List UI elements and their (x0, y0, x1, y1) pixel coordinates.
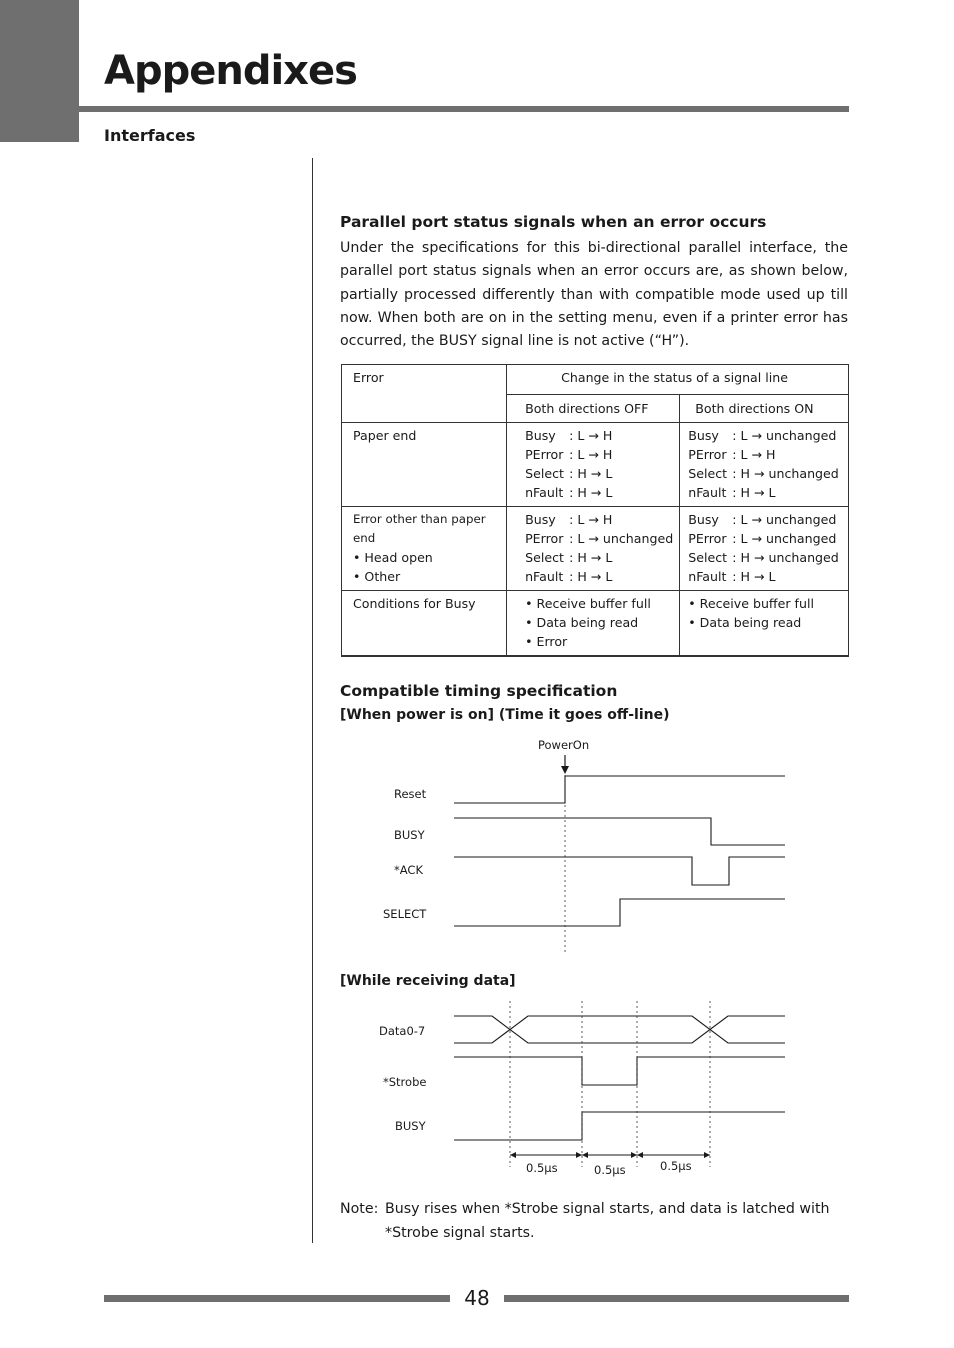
signal-name: PError (525, 447, 564, 462)
strobe-waveform (454, 1057, 785, 1085)
error-line: Paper end (353, 428, 417, 443)
signal-label: Data0-7 (379, 1024, 426, 1038)
power-on-timing-diagram (340, 735, 800, 964)
table-row (342, 423, 849, 507)
signal-name: PError (688, 531, 727, 546)
row-on (680, 423, 849, 507)
signal-line (525, 445, 673, 464)
signal-value: : L → unchanged (569, 531, 674, 546)
signal-value: : L → unchanged (732, 428, 837, 443)
busy-waveform (454, 818, 785, 845)
signal-name: Busy (688, 512, 719, 527)
signal-value: : L → H (569, 428, 613, 443)
row-error (342, 591, 507, 657)
signal-value: : L → H (732, 447, 776, 462)
signal-value: : H → L (732, 485, 776, 500)
table-row (342, 507, 849, 591)
timing-heading: Compatible timing specification (340, 682, 618, 700)
table-header-row (342, 365, 849, 395)
power-on-subheading: [When power is on] (Time it goes off-line) (340, 707, 670, 723)
signal-name: Select (688, 466, 728, 481)
signal-line (525, 464, 673, 483)
condition-item: • Error (525, 634, 568, 649)
condition-item: • Data being read (688, 615, 802, 630)
section-label: Interfaces (104, 126, 196, 145)
table-row (342, 591, 849, 657)
signal-line (688, 548, 842, 567)
power-on-timing-svg (340, 735, 800, 960)
row-off (507, 507, 680, 591)
signal-name: nFault (688, 485, 727, 500)
signal-name: PError (688, 447, 727, 462)
row-off (507, 423, 680, 507)
signal-line (688, 483, 842, 502)
receiving-timing-diagram (340, 995, 800, 1189)
signal-name: nFault (525, 569, 564, 584)
signal-value: : H → unchanged (732, 466, 839, 481)
signal-value: : L → H (569, 512, 613, 527)
select-waveform (454, 899, 785, 926)
signal-line (525, 510, 673, 529)
row-on (680, 507, 849, 591)
duration-label: 0.5μs (660, 1159, 692, 1173)
poweron-label: PowerOn (538, 738, 590, 752)
note-text: Busy rises when *Strobe signal starts, and data is latched with *Strobe signal starts. (385, 1201, 830, 1241)
error-line: • Head open (353, 550, 433, 565)
signal-value: : H → L (569, 569, 613, 584)
signal-line (525, 567, 673, 586)
note-label: Note: (340, 1201, 379, 1217)
signal-name: Select (688, 550, 728, 565)
ack-waveform (454, 857, 785, 885)
duration-label: 0.5μs (526, 1161, 558, 1175)
signal-name: PError (525, 531, 564, 546)
signal-line (688, 510, 842, 529)
status-intro: Under the specifications for this bi-directional parallel interface, the parallel port status signals when an error occurs are, as shown below, partially processed differently than with compatible mode used up till now. When both are on in the setting menu, even if a printer error has occurred, the BUSY signal line is not active (“H”). (340, 240, 848, 350)
signal-label: BUSY (395, 1119, 426, 1133)
condition-item: • Receive buffer full (688, 596, 814, 611)
signal-line (688, 567, 842, 586)
data-waveform-upper (454, 1016, 785, 1043)
receiving-timing-svg (340, 995, 800, 1185)
page-number: 48 (464, 1286, 490, 1310)
error-line: Error other than paper end (353, 512, 486, 545)
signal-name: Busy (525, 428, 556, 443)
signal-line (688, 529, 842, 548)
poweron-arrow-icon (561, 766, 569, 774)
row-error (342, 507, 507, 591)
status-heading: Parallel port status signals when an error occurs (340, 213, 767, 231)
row-off (507, 591, 680, 657)
duration-label: 0.5μs (594, 1163, 626, 1177)
signal-name: Busy (525, 512, 556, 527)
note (340, 1198, 860, 1245)
row-error (342, 423, 507, 507)
signal-label: SELECT (383, 907, 427, 921)
footer-bar-left (104, 1295, 450, 1302)
error-line: • Other (353, 569, 401, 584)
signal-line (688, 464, 842, 483)
condition-item: • Receive buffer full (525, 596, 651, 611)
receiving-subheading: [While receiving data] (340, 973, 516, 989)
signal-name: nFault (525, 485, 564, 500)
signal-name: nFault (688, 569, 727, 584)
signal-label: *Strobe (383, 1075, 427, 1089)
status-table (341, 364, 849, 657)
signal-value: : H → L (569, 466, 613, 481)
signal-line (525, 529, 673, 548)
signal-label: BUSY (394, 828, 425, 842)
signal-line (525, 548, 673, 567)
signal-name: Busy (688, 428, 719, 443)
signal-name: Select (525, 550, 564, 565)
footer-bar-right (504, 1295, 849, 1302)
chapter-tab (0, 0, 79, 142)
signal-line (688, 426, 842, 445)
error-line: Conditions for Busy (353, 596, 476, 611)
title-rule (79, 106, 849, 112)
signal-value: : L → unchanged (732, 531, 837, 546)
signal-line (688, 445, 842, 464)
header-off: Both directions OFF (507, 395, 680, 423)
signal-value: : L → unchanged (732, 512, 837, 527)
signal-value: : H → L (569, 485, 613, 500)
signal-line (525, 426, 673, 445)
page-title: Appendixes (104, 48, 357, 94)
row-on (680, 591, 849, 657)
signal-value: : H → L (732, 569, 776, 584)
header-on: Both directions ON (680, 395, 849, 423)
signal-line (525, 483, 673, 502)
data-waveform-lower (454, 1016, 785, 1043)
condition-item: • Data being read (525, 615, 639, 630)
signal-value: : H → unchanged (732, 550, 839, 565)
reset-waveform (454, 776, 785, 803)
header-error: Error (342, 365, 507, 423)
busy-waveform (454, 1112, 785, 1140)
header-change: Change in the status of a signal line (507, 365, 849, 395)
signal-name: Select (525, 466, 564, 481)
signal-label: *ACK (394, 863, 423, 877)
signal-value: : H → L (569, 550, 613, 565)
signal-value: : L → H (569, 447, 613, 462)
column-divider (312, 158, 313, 1243)
signal-label: Reset (394, 787, 427, 801)
